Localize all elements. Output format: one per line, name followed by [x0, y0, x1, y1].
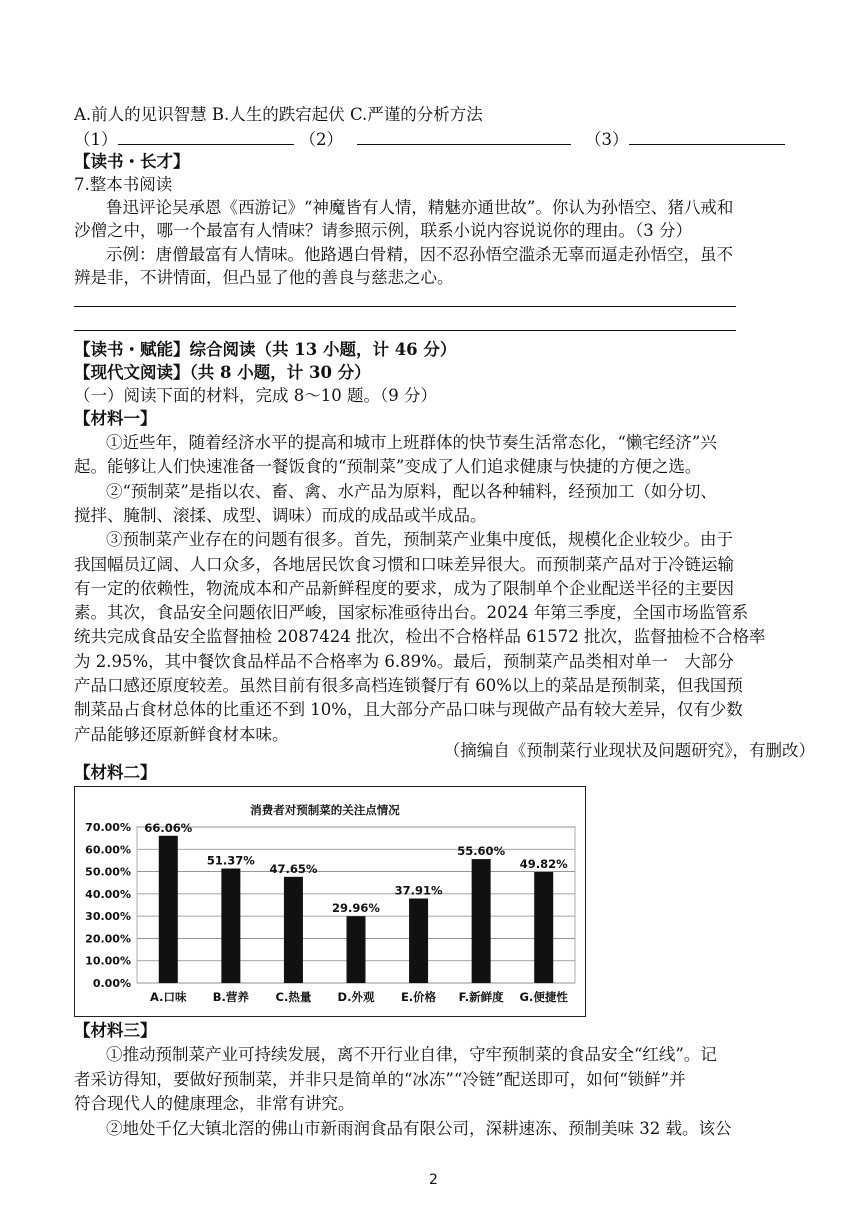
material1-line-13: 产品能够还原新鲜食材本味。 [74, 724, 289, 744]
material3-line-1: ①推动预制菜产业可持续发展，离不开行业自律，守牢预制菜的食品安全“红线”。记 [106, 1045, 717, 1064]
bar-value-label: 29.96% [332, 901, 380, 916]
material1-line-1: ①近些年，随着经济水平的提高和城市上班群体的快节奏生活常态化，“懒宅经济”兴 [106, 433, 717, 452]
section-fuen: 【读书・赋能】综合阅读（共 13 小题，计 46 分） [74, 340, 457, 359]
answer-blank-1[interactable] [118, 128, 294, 145]
blank-label-1: （1） [74, 130, 118, 149]
chart-frame [74, 786, 586, 1017]
bar-value-label: 51.37% [206, 853, 255, 868]
material1-line-10: 为 2.95%，其中餐饮食品样品不合格率为 6.89%。最后，预制菜产品类相对单一 大部分 [74, 651, 734, 671]
material2-title: 【材料二】 [74, 763, 157, 782]
material3-title: 【材料三】 [74, 1021, 157, 1040]
material1-line-8: 素。其次，食品安全问题依旧严峻，国家标准亟待出台。2024 年第三季度，全国市场监管系 [74, 603, 749, 623]
material3-line-3: 符合现代人的健康理念，非常有讲究。 [74, 1094, 355, 1113]
bar-value-label: 49.82% [519, 856, 568, 871]
x-category-label: C.热量 [275, 990, 312, 1004]
x-category-label: G.便捷性 [519, 990, 568, 1004]
material1-line-3: ②“预制菜”是指以农、畜、禽、水产品为原料，配以各种辅料，经预加工（如分切、 [106, 481, 717, 501]
x-category-label: E.价格 [400, 990, 437, 1004]
q7-example-line-1: 示例：唐僧最富有人情味。他路遇白骨精，因不忍孙悟空滥杀无辜而逼走孙悟空，虽不 [106, 245, 733, 264]
q7-answer-line-1[interactable] [74, 306, 736, 307]
bar-chart [75, 787, 585, 1016]
y-tick-label: 40.00% [85, 887, 131, 901]
bar [159, 836, 178, 983]
bar [221, 869, 240, 983]
x-category-label: F.新鲜度 [458, 990, 504, 1004]
q7-title: 7.整本书阅读 [74, 175, 173, 194]
blank-label-3: （3） [585, 130, 629, 149]
y-tick-label: 20.00% [85, 932, 131, 946]
material1-line-4: 搅拌、腌制、滚揉、成型、调味）而成的成品或半成品。 [74, 505, 487, 525]
page-number: 2 [429, 1172, 438, 1188]
x-category-label: A.口味 [150, 990, 187, 1004]
answer-blank-2[interactable] [357, 128, 571, 145]
material1-source: （摘编自《预制菜行业现状及问题研究》，有删改） [443, 741, 815, 760]
bar [347, 916, 366, 983]
material1-line-6: 我国幅员辽阔、人口众多，各地居民饮食习惯和口味差异很大。而预制菜产品对于冷链运输 [74, 554, 734, 574]
bar-value-label: 66.06% [144, 820, 193, 835]
x-category-label: B.营养 [212, 990, 249, 1004]
chart-title: 消费者对预制菜的关注点情况 [250, 803, 400, 817]
blank-label-2: （2） [299, 130, 343, 149]
answer-blanks-row [74, 128, 785, 151]
bar-value-label: 47.65% [269, 861, 318, 876]
material1-title: 【材料一】 [74, 409, 157, 428]
material1-line-2: 起。能够让人们快速准备一餐饭食的“预制菜”变成了人们追求健康与快捷的方便之选。 [74, 457, 702, 477]
answer-blank-3[interactable] [629, 128, 785, 145]
material1-line-11: 产品口感还原度较差。虽然目前有很多高档连锁餐厅有 60%以上的菜品是预制菜，但我国预 [74, 676, 743, 695]
material3-line-2: 者采访得知，要做好预制菜，并非只是简单的“冰冻”“冷链”配送即可，如何“锁鲜”并 [74, 1069, 686, 1089]
material1-line-7: 有一定的依赖性，物流成本和产品新鲜程度的要求，成为了限制单个企业配送半径的主要因 [74, 578, 734, 598]
part1-instruction: （一）阅读下面的材料，完成 8～10 题。（9 分） [74, 386, 437, 405]
y-tick-label: 50.00% [85, 865, 131, 879]
q7-body-line-1: 鲁迅评论吴承恩《西游记》“神魔皆有人情，精魅亦通世故”。你认为孙悟空、猪八戒和 [106, 198, 734, 217]
y-tick-label: 60.00% [85, 843, 131, 857]
bar [284, 877, 303, 983]
q7-example-line-2: 辨是非，不讲情面，但凸显了他的善良与慈悲之心。 [74, 268, 454, 287]
section-dushu-zhangcai: 【读书・长才】 [74, 152, 190, 171]
y-tick-label: 70.00% [85, 821, 131, 834]
bar [534, 872, 553, 983]
options-line: A.前人的见识智慧 B.人生的跌宕起伏 C.严谨的分析方法 [74, 105, 483, 124]
bar-value-label: 55.60% [457, 844, 506, 859]
section-modern: 【现代文阅读】（共 8 小题，计 30 分） [74, 363, 371, 382]
material3-line-4: ②地处千亿大镇北滘的佛山市新雨润食品有限公司，深耕速冻、预制美味 32 载。该公 [106, 1118, 732, 1138]
material1-line-12: 制菜品占食材总体的比重还不到 10%，且大部分产品口味与现做产品有较大差异，仅有少数 [74, 700, 743, 720]
bar-value-label: 37.91% [394, 883, 443, 898]
x-category-label: D.外观 [337, 990, 375, 1004]
q7-body-line-2: 沙僧之中，哪一个最富有人情味？请参照示例，联系小说内容说说你的理由。（3 分） [74, 221, 692, 240]
q7-answer-line-2[interactable] [74, 330, 736, 331]
bar [472, 859, 491, 983]
y-tick-label: 10.00% [85, 954, 131, 968]
bar [409, 899, 428, 983]
material1-line-5: ③预制菜产业存在的问题有很多。首先，预制菜产业集中度低，规模化企业较少。由于 [106, 530, 733, 550]
y-tick-label: 0.00% [92, 977, 131, 990]
y-tick-label: 30.00% [85, 910, 131, 924]
material1-line-9: 统共完成食品安全监督抽检 2087424 批次，检出不合格样品 61572 批次，监督抽检不合格率 [74, 627, 766, 647]
